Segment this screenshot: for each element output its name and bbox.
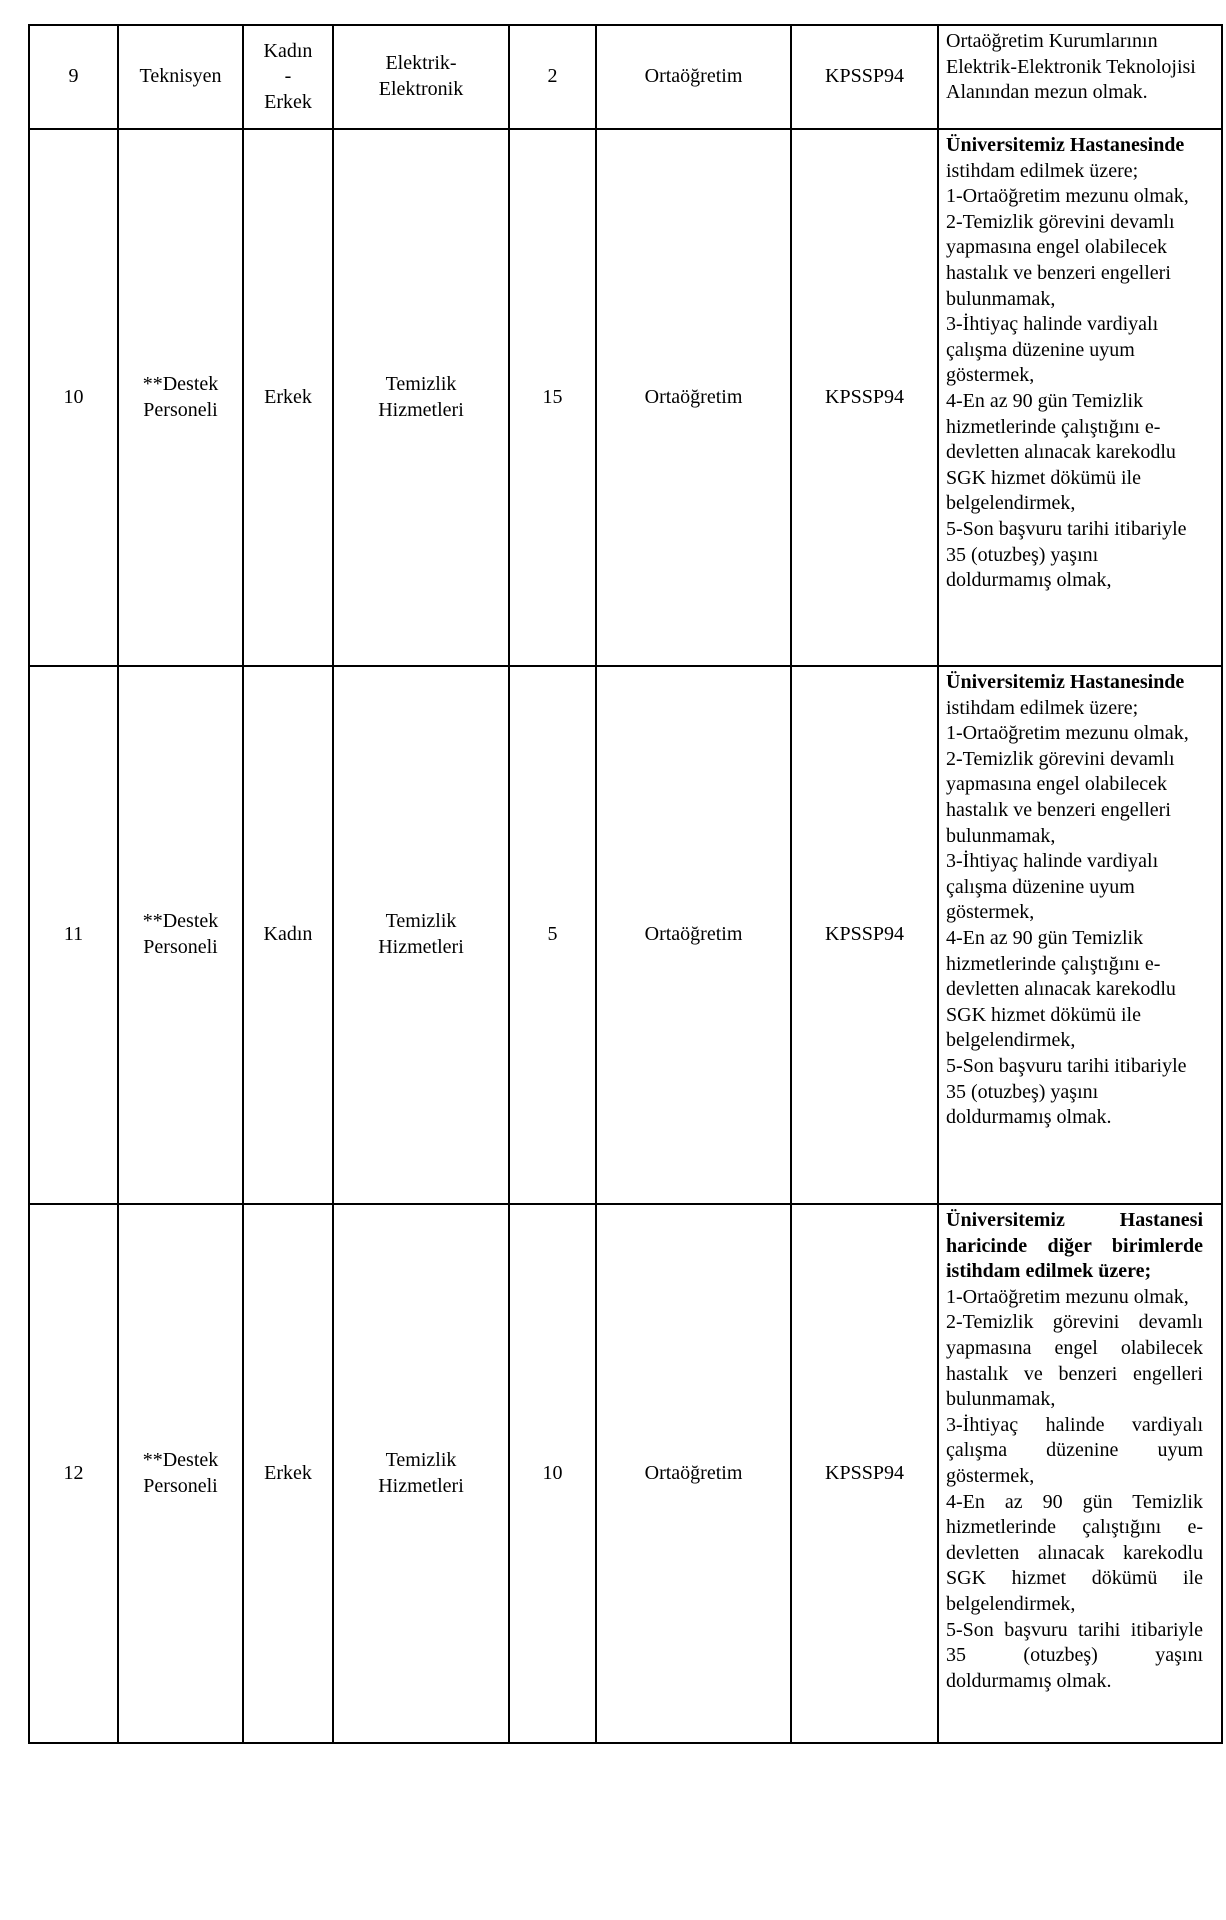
gender-cell (243, 25, 333, 129)
requirements-intro-text: istihdam edilmek üzere; (946, 696, 1139, 719)
field-line: Elektrik- (385, 52, 457, 75)
requirement-item: 1-Ortaöğretim mezunu olmak, (946, 185, 1189, 208)
field-line: Elektronik (378, 78, 464, 100)
requirement-item: 3-İhtiyaç halinde vardiyalı çalışma düzenine uyum göstermek, (946, 1413, 1203, 1487)
field-line: Hizmetleri (378, 398, 464, 421)
field-cell (333, 666, 509, 1204)
position-title-cell: **Destek Personeli (118, 129, 243, 666)
requirement-item: 2-Temizlik görevini devamlı yapmasına engel olabilecek hastalık ve benzeri engelleri bulunmamak, (946, 1311, 1203, 1411)
kpss-type-cell: KPSSP94 (791, 666, 938, 1204)
requirements-cell (938, 129, 1222, 666)
requirement-item: 3-İhtiyaç halinde vardiyalı çalışma düzenine uyum göstermek, (946, 850, 1159, 924)
table-row (29, 129, 1222, 666)
requirements-intro-bold: Üniversitemiz Hastanesinde (946, 671, 1185, 693)
education-cell: Ortaöğretim (596, 25, 791, 129)
table-body (29, 25, 1222, 1743)
requirement-item: 3-İhtiyaç halinde vardiyalı çalışma düzenine uyum göstermek, (946, 313, 1159, 387)
gender-line: - (284, 65, 292, 88)
requirement-item: 1-Ortaöğretim mezunu olmak, (946, 1285, 1189, 1308)
requirements-intro-bold: Üniversitemiz Hastanesinde (946, 134, 1185, 156)
field-line: Hizmetleri (378, 936, 464, 958)
gender-cell (243, 129, 333, 666)
education-cell: Ortaöğretim (596, 1204, 791, 1743)
field-line: Temizlik (385, 1448, 457, 1471)
gender-cell (243, 1204, 333, 1743)
requirements-intro-bold: Üniversitemiz Hastanesi haricinde diğer birimlerde istihdam edilmek üzere; (946, 1209, 1203, 1283)
table-row (29, 1204, 1222, 1743)
table-row (29, 25, 1222, 129)
position-title-cell: Teknisyen (118, 25, 243, 129)
gender-line: Erkek (264, 385, 312, 408)
kpss-type-cell: KPSSP94 (791, 129, 938, 666)
requirement-item: 5-Son başvuru tarihi itibariyle 35 (otuzbeş) yaşını doldurmamış olmak, (946, 517, 1187, 592)
gender-line: Kadın (263, 39, 313, 62)
requirement-item: 5-Son başvuru tarihi itibariyle 35 (otuzbeş) yaşını doldurmamış olmak. (946, 1054, 1187, 1129)
count-cell: 5 (509, 666, 596, 1204)
count-cell: 15 (509, 129, 596, 666)
field-line: Temizlik (385, 910, 457, 933)
field-line: Temizlik (385, 372, 457, 395)
requirements-intro (946, 133, 1203, 184)
row-number-cell: 9 (29, 25, 118, 129)
field-cell (333, 129, 509, 666)
requirements-intro (946, 29, 1203, 106)
requirement-item: 2-Temizlik görevini devamlı yapmasına engel olabilecek hastalık ve benzeri engelleri bulunmamak, (946, 747, 1175, 847)
count-cell: 10 (509, 1204, 596, 1743)
row-number-cell: 10 (29, 129, 118, 666)
requirement-item: 4-En az 90 gün Temizlik hizmetlerinde çalıştığını e-devletten alınacak karekodlu SGK hizmet dökümü ile belgelendirmek, (946, 389, 1176, 515)
kpss-type-cell: KPSSP94 (791, 25, 938, 129)
requirements-cell (938, 1204, 1222, 1743)
gender-line: Erkek (264, 1461, 312, 1484)
requirements-intro-text: Ortaöğretim Kurumlarının Elektrik-Elektronik Teknolojisi Alanından mezun olmak. (946, 30, 1196, 104)
kpss-type-cell: KPSSP94 (791, 1204, 938, 1743)
job-postings-table (28, 24, 1223, 1744)
requirement-item: 4-En az 90 gün Temizlik hizmetlerinde çalıştığını e-devletten alınacak karekodlu SGK hizmet dökümü ile belgelendirmek, (946, 1490, 1203, 1615)
field-line: Hizmetleri (378, 1474, 464, 1497)
gender-line: Erkek (264, 90, 312, 113)
gender-cell (243, 666, 333, 1204)
row-number-cell: 11 (29, 666, 118, 1204)
position-title-cell: **Destek Personeli (118, 666, 243, 1204)
requirement-item: 1-Ortaöğretim mezunu olmak, (946, 722, 1189, 745)
field-cell (333, 25, 509, 129)
table-row (29, 666, 1222, 1204)
gender-line: Kadın (263, 923, 313, 946)
requirements-intro (946, 670, 1203, 721)
requirement-item: 2-Temizlik görevini devamlı yapmasına engel olabilecek hastalık ve benzeri engelleri bulunmamak, (946, 210, 1175, 310)
education-cell: Ortaöğretim (596, 129, 791, 666)
education-cell: Ortaöğretim (596, 666, 791, 1204)
count-cell: 2 (509, 25, 596, 129)
requirement-item: 5-Son başvuru tarihi itibariyle 35 (otuzbeş) yaşını doldurmamış olmak. (946, 1618, 1203, 1692)
requirements-cell (938, 666, 1222, 1204)
requirements-intro (946, 1208, 1203, 1285)
requirements-intro-text: istihdam edilmek üzere; (946, 159, 1139, 182)
requirement-item: 4-En az 90 gün Temizlik hizmetlerinde çalıştığını e-devletten alınacak karekodlu SGK hizmet dökümü ile belgelendirmek, (946, 926, 1176, 1052)
row-number-cell: 12 (29, 1204, 118, 1743)
field-cell (333, 1204, 509, 1743)
requirements-cell (938, 25, 1222, 129)
position-title-cell: **Destek Personeli (118, 1204, 243, 1743)
